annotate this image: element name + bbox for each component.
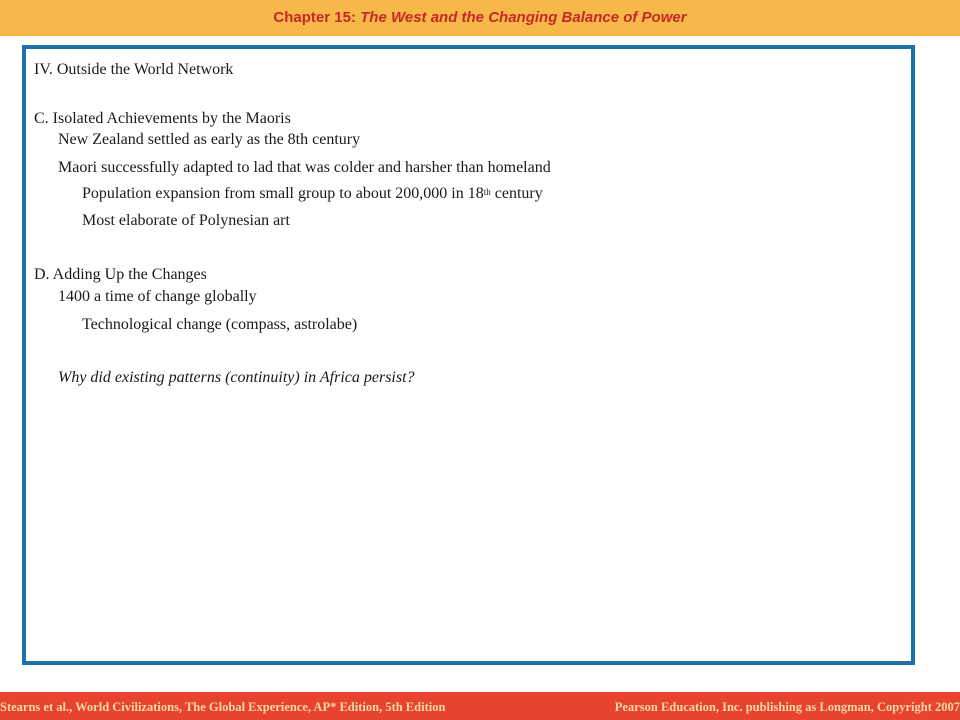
point-3-suffix: century: [490, 185, 543, 202]
footer-copyright: Pearson Education, Inc. publishing as Longman, Copyright 2007: [614, 700, 960, 714]
subsection-c-heading: C. Isolated Achievements by the Maoris: [34, 110, 291, 127]
point-3-text: Population expansion from small group to about 200,000 in 18: [82, 185, 484, 202]
chapter-label: Chapter 15:: [273, 9, 356, 26]
subsection-c-point-1: New Zealand settled as early as the 8th century: [58, 131, 361, 148]
footer-citation: Stearns et al., World Civilizations, The Global Experience, AP* Edition, 5th Edition: [0, 700, 446, 714]
subsection-d-question: Why did existing patterns (continuity) in Africa persist?: [58, 369, 415, 386]
header-bar: [0, 0, 960, 36]
subsection-d-point-2: Technological change (compass, astrolabe): [82, 316, 358, 333]
subsection-c-point-2: Maori successfully adapted to lad that was colder and harsher than homeland: [58, 159, 551, 176]
chapter-subtitle: The West and the Changing Balance of Power: [360, 9, 687, 26]
section-heading: IV. Outside the World Network: [34, 61, 234, 78]
subsection-d-point-1: 1400 a time of change globally: [58, 288, 257, 305]
footer-bar: [0, 692, 960, 720]
point-3-superscript: th: [483, 187, 491, 197]
subsection-d-heading: D. Adding Up the Changes: [34, 266, 207, 283]
content-frame: [22, 45, 915, 665]
slide-title: [273, 9, 686, 26]
subsection-c-point-3: [82, 185, 543, 203]
subsection-c-point-4: Most elaborate of Polynesian art: [82, 212, 290, 229]
